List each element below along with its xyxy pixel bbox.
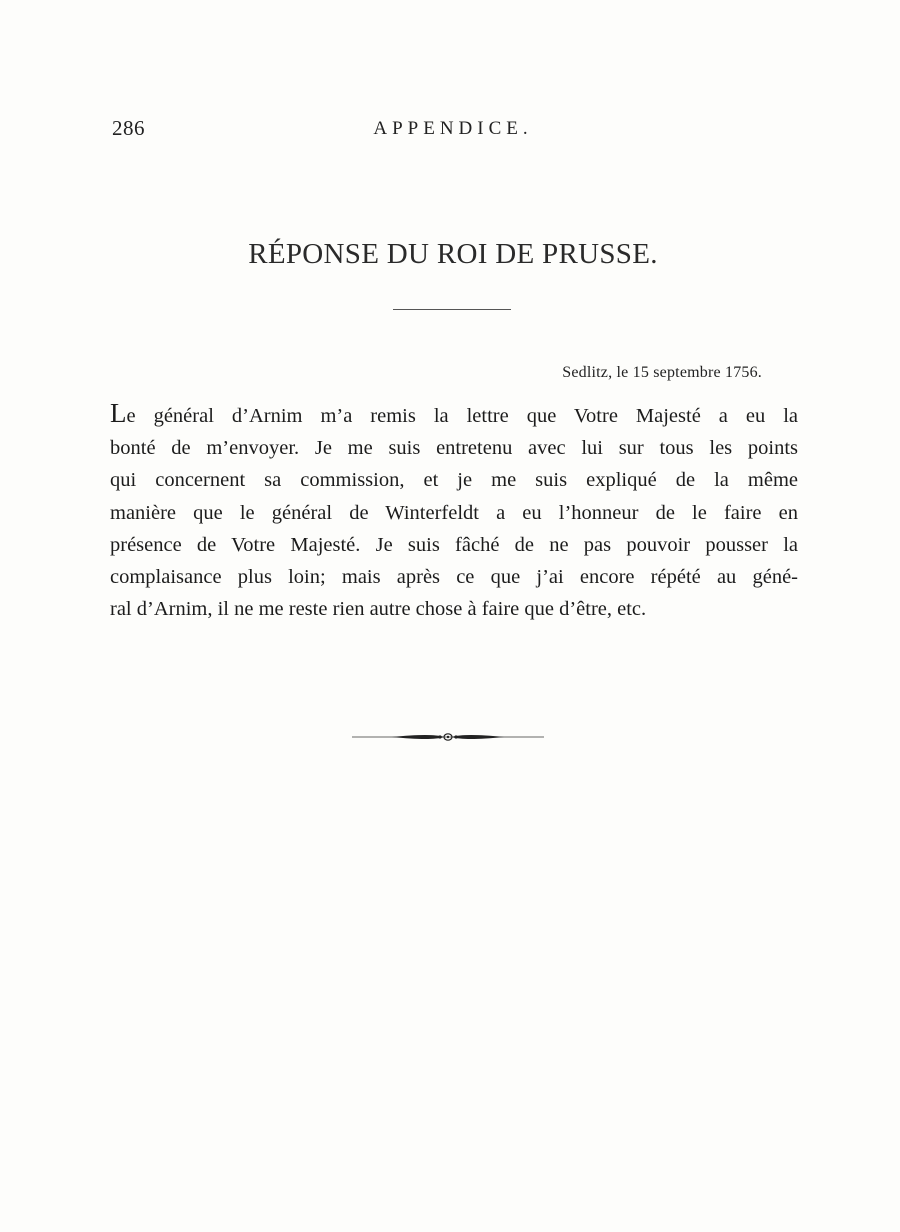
page-number: 286 [112, 116, 145, 140]
body-line-1-text: e général d’Arnim m’a remis la lettre que Votre Majesté a eu la [126, 405, 798, 427]
body-line-6: complaisance plus loin; mais après ce que j’ai encore répété au géné- [110, 566, 798, 589]
running-head: APPENDICE. [373, 118, 533, 139]
dateline: Sedlitz, le 15 septembre 1756. [562, 364, 762, 381]
body-line-3: qui concernent sa commission, et je me suis expliqué de la même [110, 469, 798, 492]
drop-cap-initial: L [110, 398, 127, 428]
body-line-5: présence de Votre Majesté. Je suis fâché de ne pas pouvoir pousser la [110, 533, 798, 556]
short-rule-divider [393, 309, 511, 310]
body-line-7: ral d’Arnim, il ne me reste rien autre chose à faire que d’être, etc. [110, 598, 647, 621]
body-line-2: bonté de m’envoyer. Je me suis entretenu avec lui sur tous les points [110, 437, 798, 460]
body-line-1 [110, 400, 798, 432]
ornamental-rule-icon [352, 729, 544, 745]
body-line-4: manière que le général de Winterfeldt a eu l’honneur de le faire en [110, 501, 798, 524]
section-title: RÉPONSE DU ROI DE PRUSSE. [248, 238, 658, 270]
letter-body [110, 400, 798, 625]
